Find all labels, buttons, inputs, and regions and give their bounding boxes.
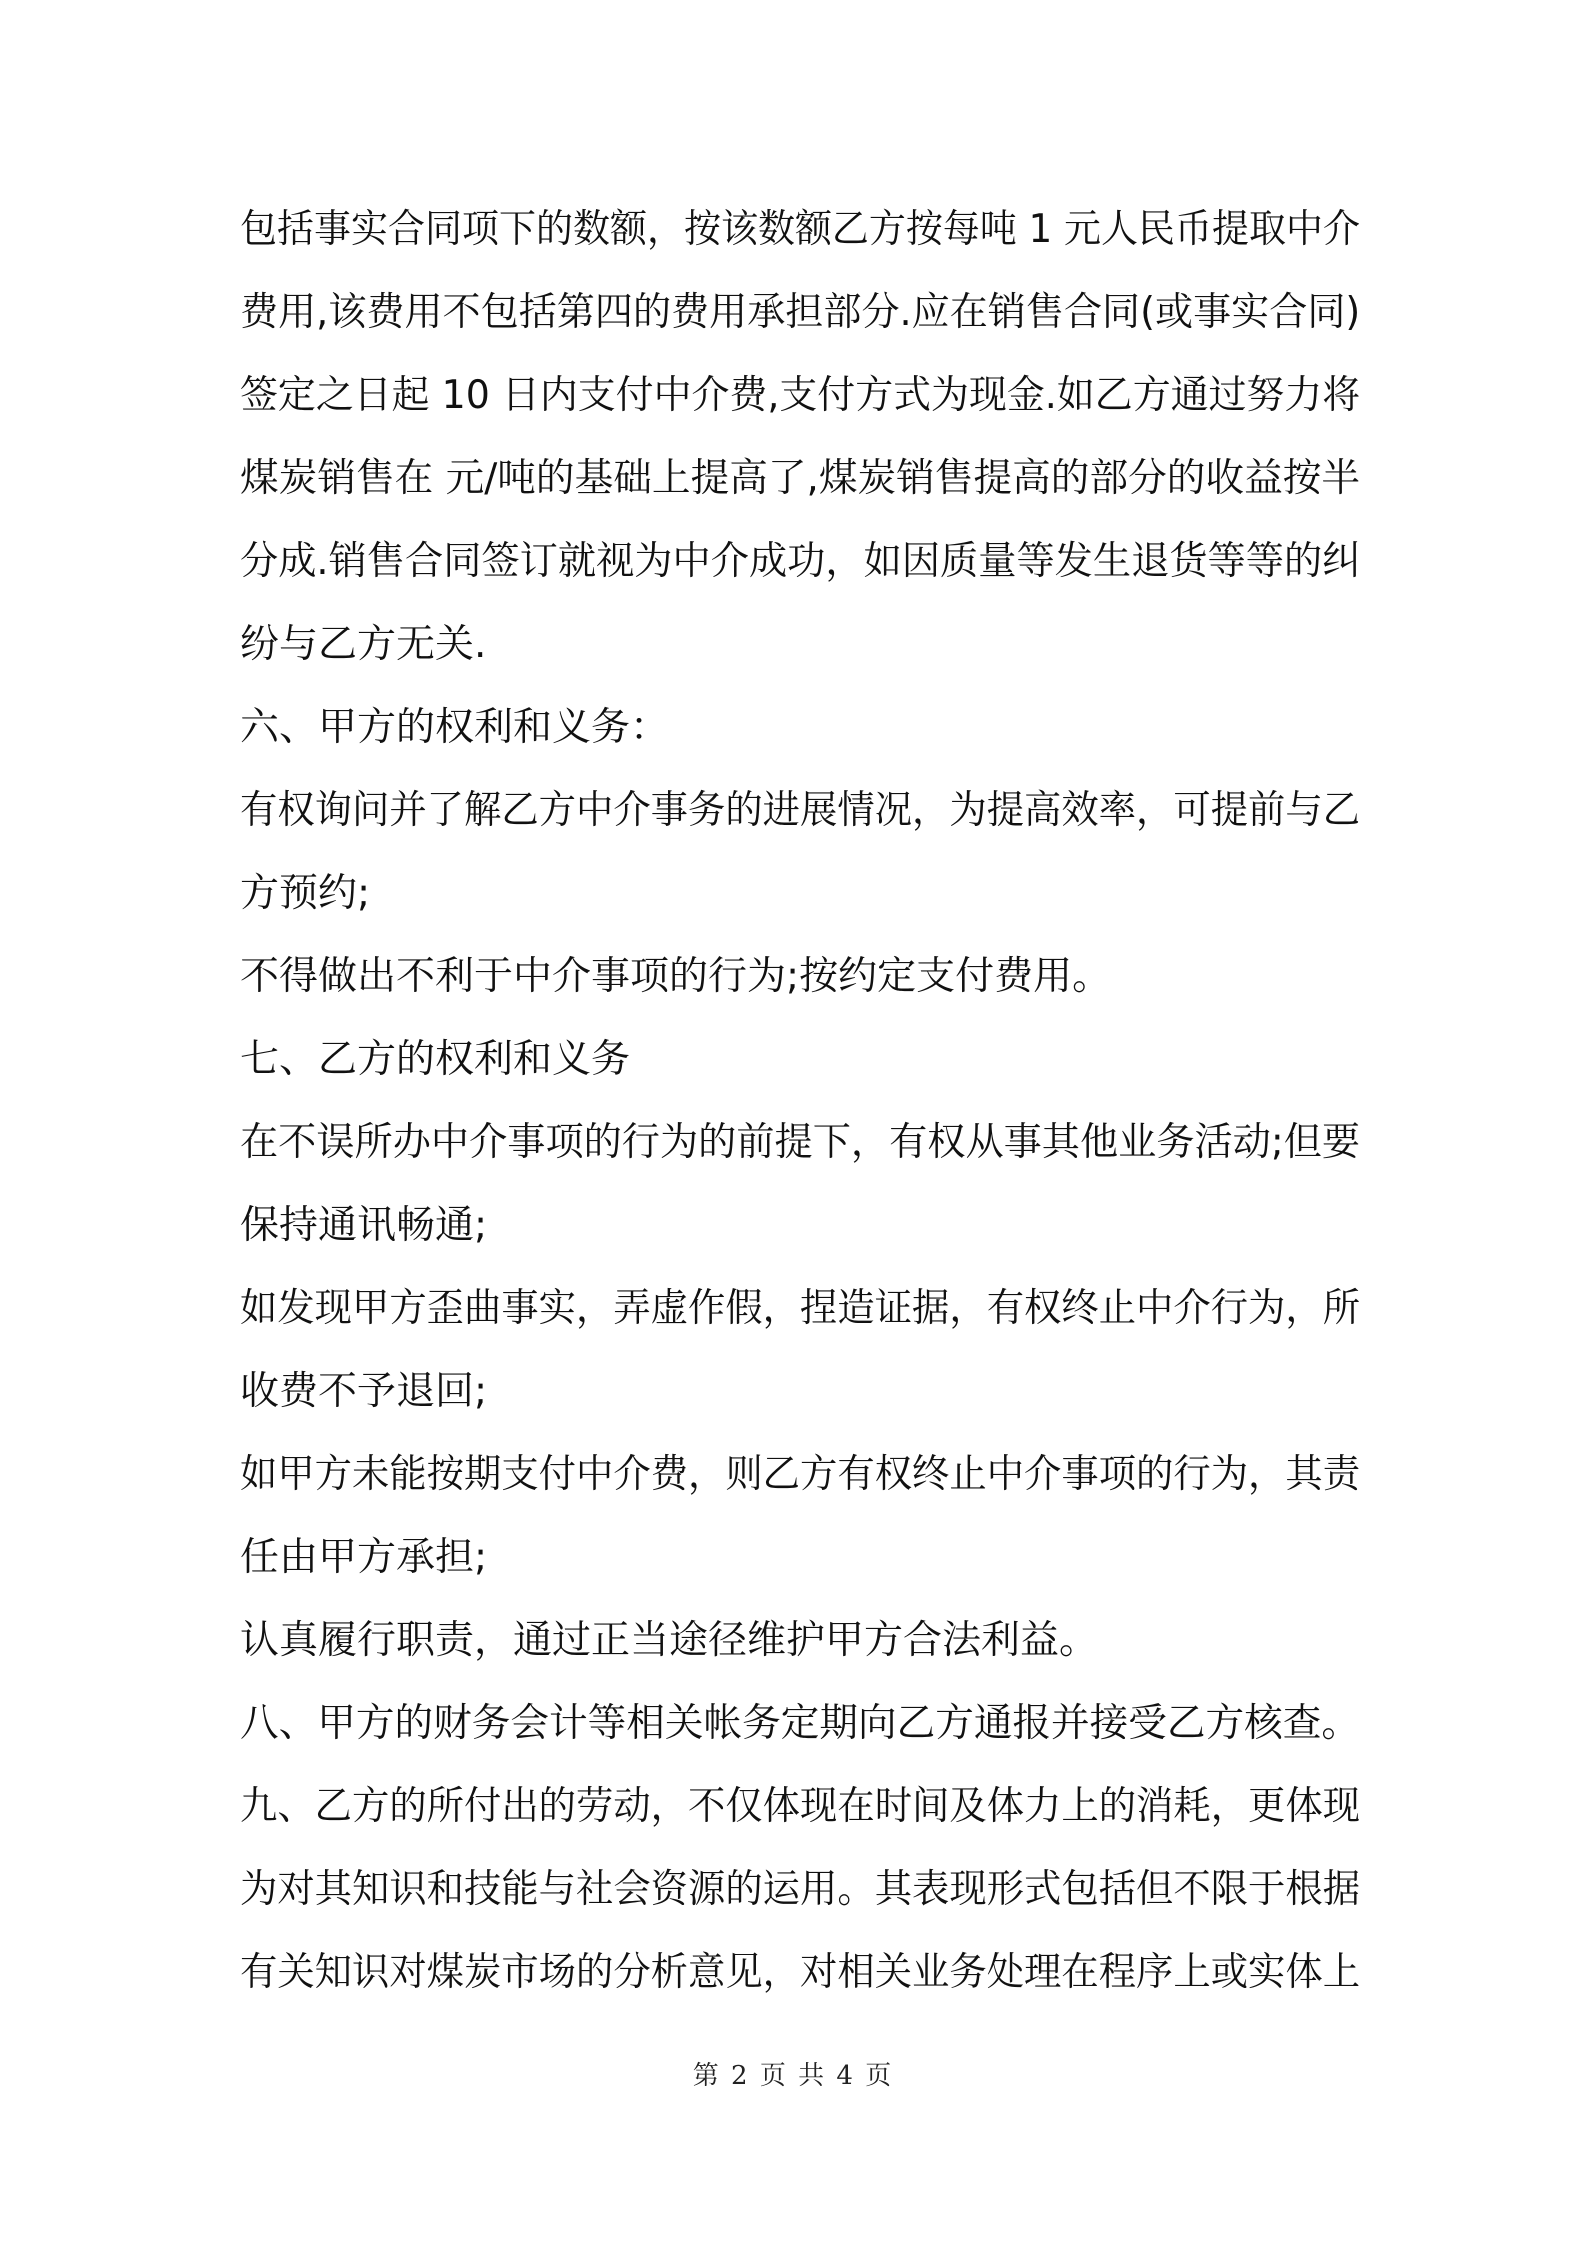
body-line: 在不误所办中介事项的行为的前提下，有权从事其他业务活动;但要 — [240, 1120, 1361, 1165]
body-line: 不得做出不利于中介事项的行为;按约定支付费用。 — [240, 954, 1112, 999]
body-line: 包括事实合同项下的数额，按该数额乙方按每吨 1 元人民币提取中介 — [240, 207, 1360, 252]
body-line: 方预约; — [240, 871, 371, 916]
body-line: 如甲方未能按期支付中介费，则乙方有权终止中介事项的行为，其责 — [240, 1452, 1361, 1497]
body-line: 有关知识对煤炭市场的分析意见，对相关业务处理在程序上或实体上 — [240, 1950, 1361, 1995]
body-line: 煤炭销售在 元/吨的基础上提高了,煤炭销售提高的部分的收益按半 — [240, 456, 1361, 501]
body-line: 收费不予退回; — [240, 1369, 488, 1414]
body-line: 认真履行职责，通过正当途径维护甲方合法利益。 — [240, 1618, 1099, 1663]
body-line: 任由甲方承担; — [240, 1535, 488, 1580]
body-line: 如发现甲方歪曲事实，弄虚作假，捏造证据，有权终止中介行为，所 — [240, 1286, 1361, 1331]
body-line: 签定之日起 10 日内支付中介费,支付方式为现金.如乙方通过努力将 — [240, 373, 1361, 418]
section-heading: 七、乙方的权利和义务 — [240, 1037, 631, 1082]
body-line: 有权询问并了解乙方中介事务的进展情况，为提高效率，可提前与乙 — [240, 788, 1361, 833]
body-line: 保持通讯畅通; — [240, 1203, 488, 1248]
body-line: 分成.销售合同签订就视为中介成功，如因质量等发生退货等等的纠 — [240, 539, 1361, 584]
body-line: 费用,该费用不包括第四的费用承担部分.应在销售合同(或事实合同) — [240, 290, 1361, 335]
body-line: 纷与乙方无关. — [240, 622, 487, 667]
section-heading: 九、乙方的所付出的劳动，不仅体现在时间及体力上的消耗，更体现 — [240, 1784, 1361, 1829]
section-heading: 八、甲方的财务会计等相关帐务定期向乙方通报并接受乙方核查。 — [240, 1701, 1361, 1746]
page-number-footer: 第 2 页 共 4 页 — [692, 2061, 894, 2091]
section-heading: 六、甲方的权利和义务： — [240, 705, 670, 750]
body-line: 为对其知识和技能与社会资源的运用。其表现形式包括但不限于根据 — [240, 1867, 1361, 1912]
